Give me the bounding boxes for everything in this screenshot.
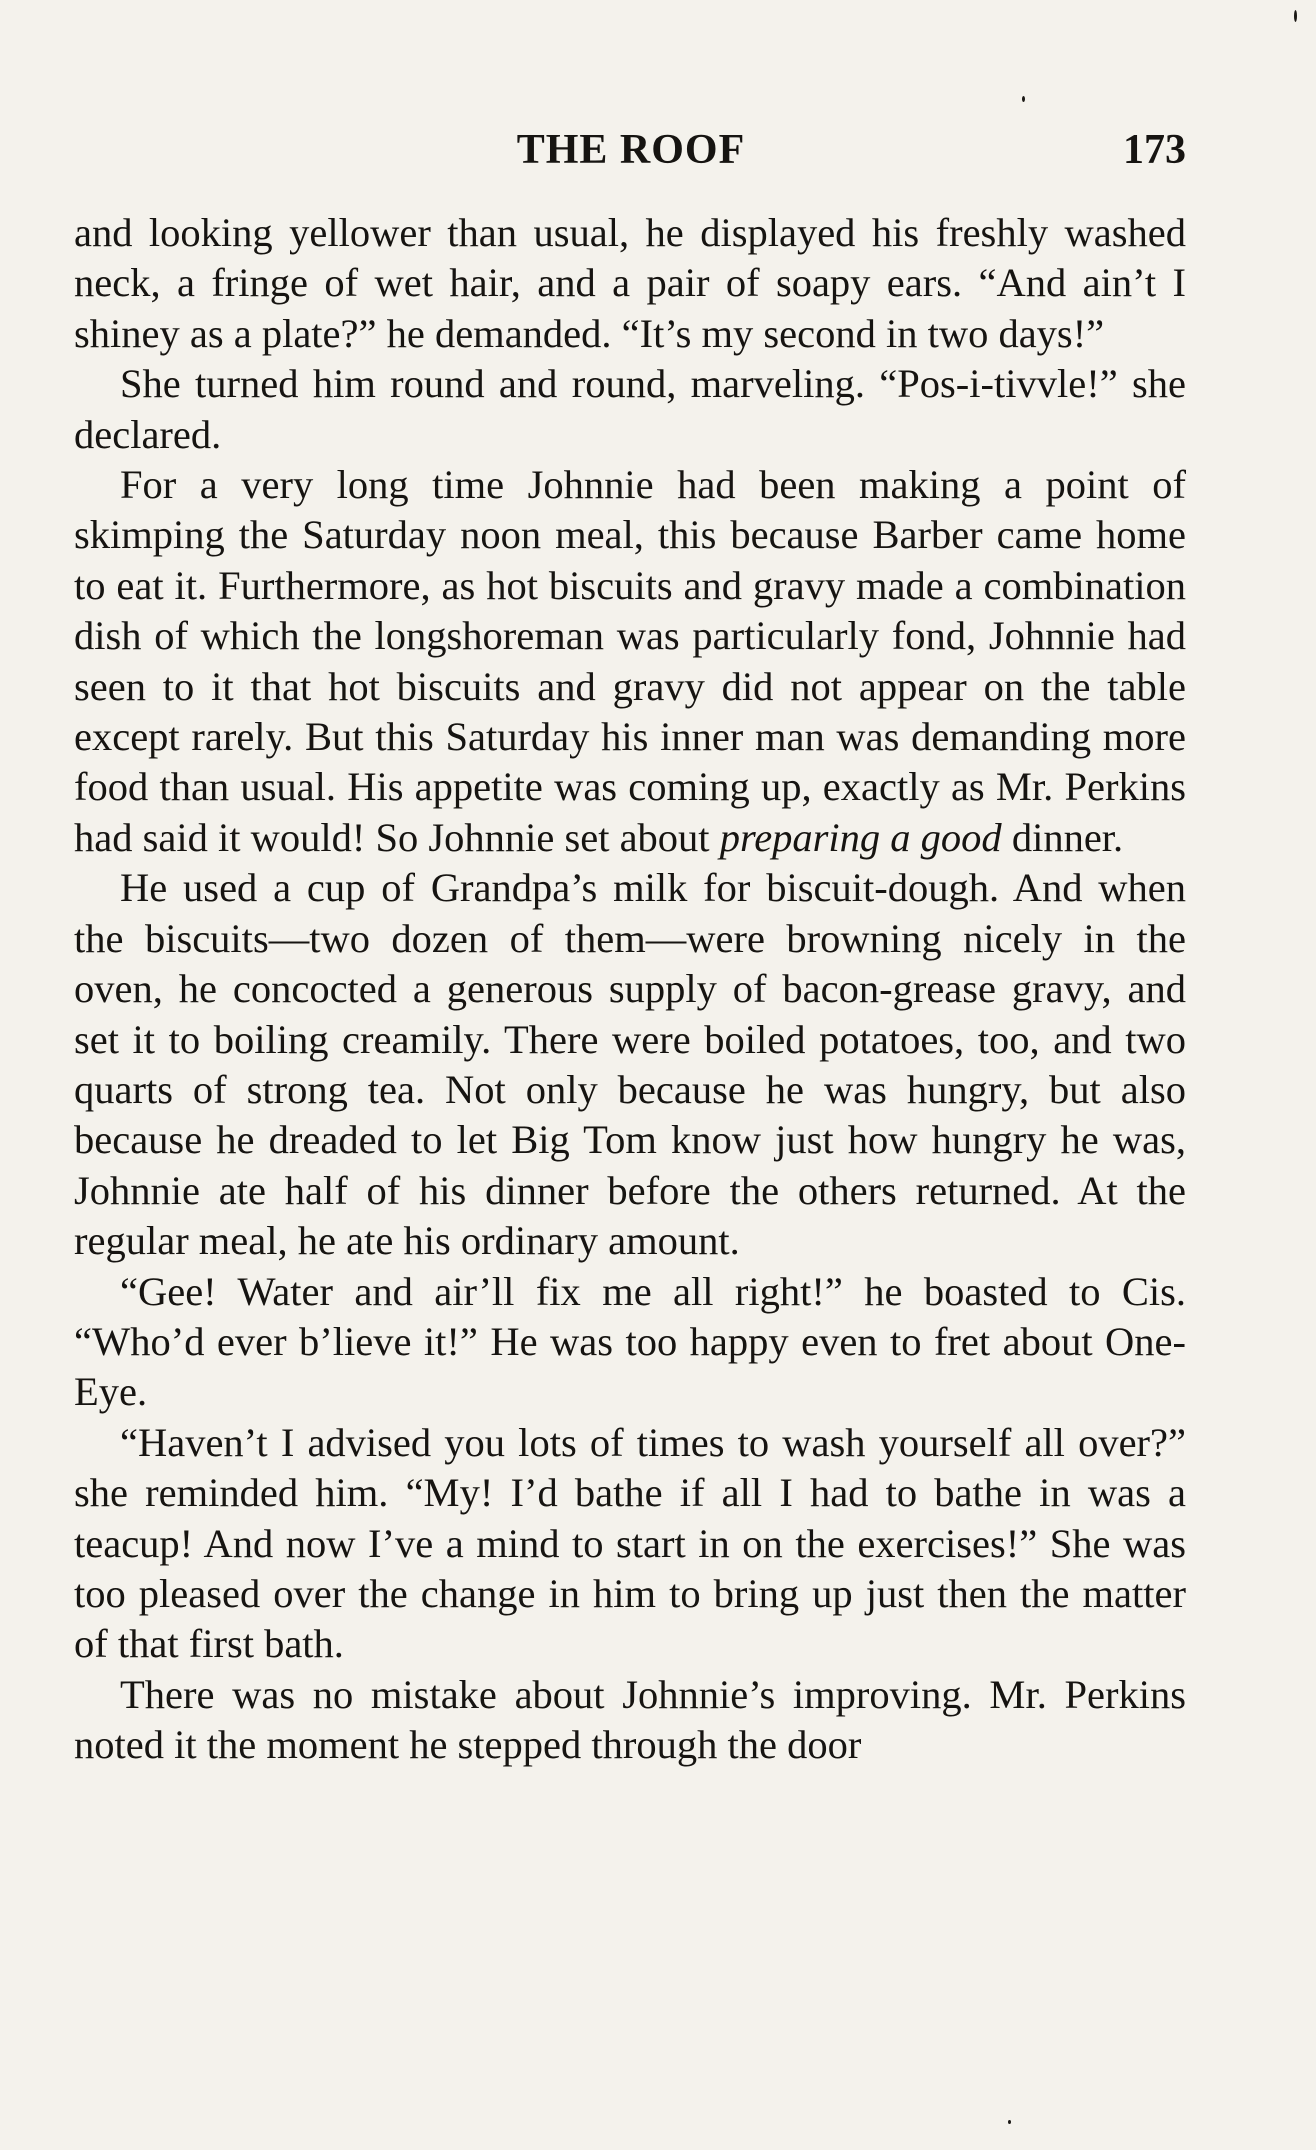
- running-title: THE ROOF: [516, 127, 746, 173]
- paragraph-3-italic: preparing a good: [719, 814, 1002, 860]
- body-text: [74, 208, 1186, 1771]
- scan-speck: [1294, 10, 1297, 22]
- page-number: 173: [1123, 127, 1186, 173]
- page-header: [76, 118, 1186, 182]
- paragraph-7: There was no mistake about Johnnie’s improving. Mr. Perkins noted it the moment he stepped through the door: [74, 1671, 1186, 1768]
- paragraph-5: “Gee! Water and air’ll fix me all right!” he boasted to Cis. “Who’d ever b’lieve it!” He was too happy even to fret about One-Eye.: [74, 1268, 1186, 1415]
- scan-speck: [1008, 2120, 1011, 2124]
- paragraph-3: [74, 460, 1186, 863]
- paragraph-6: “Haven’t I advised you lots of times to wash yourself all over?” she reminded him. “My! I’d bathe if all I had to bathe in was a teacup! And now I’ve a mind to start in on the exercises!” She was too pleased over the change in him to bring up just then the matter of that first bath.: [74, 1419, 1186, 1667]
- paragraph-2: She turned him round and round, marveling. “Pos-i-tivvle!” she declared.: [74, 361, 1186, 457]
- paragraph-4: He used a cup of Grandpa’s milk for biscuit-dough. And when the biscuits—two dozen of them—were browning nicely in the oven, he concocted a generous supply of bacon-grease gravy, and set it to boiling creamily. There were boiled potatoes, too, and two quarts of strong tea. Not only because he was hungry, but also because he dreaded to let Big Tom know just how hungry he was, Johnnie ate half of his dinner before the others returned. At the regular meal, he ate his ordinary amount.: [74, 865, 1186, 1264]
- paragraph-3-text: For a very long time Johnnie had been making a point of skimping the Saturday noon meal, this because Barber came home to eat it. Furthermore, as hot biscuits and gravy made a combination dish of which the longshoreman was particularly fond, Johnnie had seen to it that hot biscuits and gravy did not appear on the table except rarely. But this Saturday his inner man was demanding more food than usual. His appetite was coming up, exactly as Mr. Perkins had said it would! So Johnnie set about: [74, 462, 1186, 860]
- paragraph-3-end: dinner.: [1011, 814, 1124, 860]
- paragraph-1: and looking yellower than usual, he displayed his freshly washed neck, a fringe of wet hair, and a pair of soapy ears. “And ain’t I shiney as a plate?” he demanded. “It’s my second in two days!”: [74, 210, 1186, 356]
- scan-speck: [1022, 96, 1025, 102]
